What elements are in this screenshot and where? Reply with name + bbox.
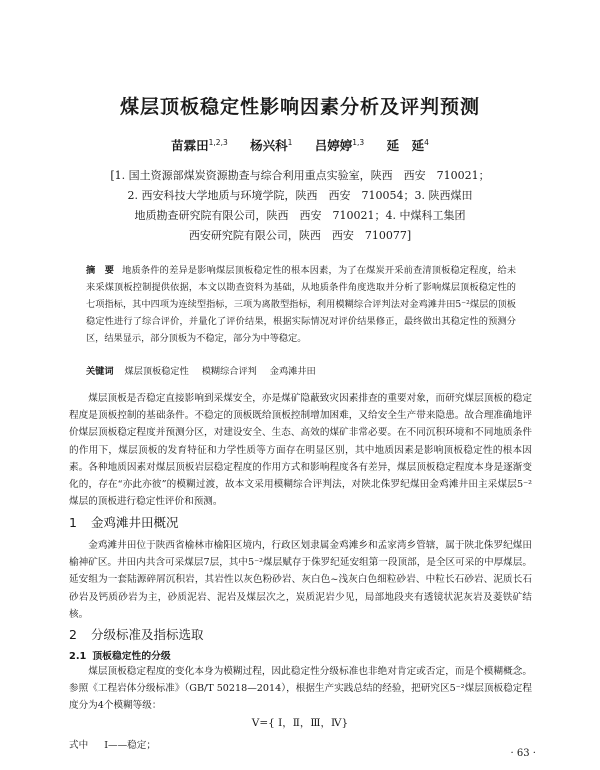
section-1-body (69, 537, 532, 623)
keyword: 煤层顶板稳定性 (124, 366, 189, 377)
introduction (69, 390, 532, 510)
formula-definition (69, 737, 156, 751)
author-affil-mark: 1,3 (352, 137, 365, 147)
keywords (86, 363, 516, 380)
author-name: 吕婷婷 (314, 138, 353, 153)
subsection-paragraph: 煤层顶板稳定程度的变化本身为模糊过程，因此稳定性分级标准也非绝对肯定或否定，而是个模糊概念。参照《工程岩体分级标准》（GB/T 50218—2014），根据生产实践总结的经验，把研究区5⁻²煤层顶板稳定程度分为4个模糊等级： (69, 666, 532, 712)
author-name: 苗霖田 (171, 138, 209, 153)
affiliation-line: 西安研究院有限公司，陕西 西安 710077] (188, 229, 412, 242)
keywords-label: 关键词 (86, 366, 114, 377)
author-list (0, 136, 600, 154)
affiliation-line: 2. 西安科技大学地质与环境学院，陕西 西安 710054；3. 陕西煤田 (127, 189, 473, 202)
paper-title: 煤层顶板稳定性影响因素分析及评判预测 (119, 96, 480, 118)
author (387, 138, 429, 153)
author-name: 杨兴科 (250, 138, 288, 153)
author-affil-mark: 1 (287, 137, 293, 147)
section-number: 2 (69, 627, 77, 642)
where-label: 式中 (69, 740, 89, 751)
formula: V={ Ⅰ，Ⅱ，Ⅲ，Ⅳ} (251, 717, 349, 729)
author (250, 138, 292, 153)
affiliation-line: 地质勘查研究院有限公司，陕西 西安 710021；4. 中煤科工集团 (134, 209, 466, 222)
intro-paragraph: 煤层顶板是否稳定直接影响到采煤安全，亦是煤矿隐蔽致灾因素排查的重要对象，而研究煤层顶板的稳定程度是顶板控制的基础条件。不稳定的顶板既给顶板控制增加困难，又给安全生产带来隐患。故合理准确地评价煤层顶板稳定程度并预测分区，对建设安全、生态、高效的煤矿非常必要。在不同沉积环境和不同地质条件的作用下，煤层顶板的发育特征和力学性质等方面存在明显区别，其中地质因素是影响顶板稳定性的根本因素。各种地质因素对煤层顶板岩层稳定程度的作用方式和影响程度各有差异，煤层顶板稳定程度本身是逐渐变化的，存在“亦此亦彼”的模糊过渡，故本文采用模糊综合评判法，对陕北侏罗纪煤田金鸡滩井田主采煤层5⁻²煤层的顶板进行稳定性评价和预测。 (69, 393, 532, 508)
section-heading (69, 513, 178, 531)
keyword: 金鸡滩井田 (269, 366, 316, 377)
subsection-title: 顶板稳定性的分级 (92, 651, 171, 662)
subsection-number: 2.1 (69, 651, 87, 662)
author-affil-mark: 4 (424, 137, 429, 147)
author-affil-mark: 1,2,3 (208, 137, 228, 147)
abstract-label: 摘 要 (86, 265, 115, 276)
subsection-body (69, 663, 532, 715)
section-title: 金鸡滩井田概况 (90, 515, 179, 530)
section-heading (69, 625, 203, 643)
abstract (86, 262, 516, 347)
section-number: 1 (69, 515, 77, 530)
section-title: 分级标准及指标选取 (90, 627, 204, 642)
author-name: 延 延 (386, 138, 425, 153)
author (171, 138, 228, 153)
section-paragraph: 金鸡滩井田位于陕西省榆林市榆阳区境内，行政区划隶属金鸡滩乡和孟家湾乡管辖，属于陕北侏罗纪煤田榆神矿区。井田内共含可采煤层7层，其中5⁻²煤层赋存于侏罗纪延安组第一段顶部，是全区可采的中厚煤层。延安组为一套陆源碎屑沉积岩，其岩性以灰色粉砂岩、灰白色~浅灰白色细粒砂岩、中粒长石砂岩、泥质长石砂岩及钙质砂岩为主，砂质泥岩、泥岩及煤层次之，炭质泥岩少见，局部地段夹有透镜状泥灰岩及菱铁矿结核。 (69, 540, 532, 620)
page-number: · 63 · (510, 748, 536, 759)
subsection-heading (69, 648, 171, 662)
keyword: 模糊综合评判 (201, 366, 257, 377)
affiliation-line: [1. 国土资源部煤炭资源勘查与综合利用重点实验室，陕西 西安 710021； (110, 169, 490, 182)
abstract-text: 地质条件的差异是影响煤层顶板稳定性的根本因素，为了在煤炭开采前查清顶板稳定程度，给未来采煤顶板控制提供依据，本文以勘查资料为基础，从地质条件角度选取并分析了影响煤层顶板稳定性的七项指标，其中四项为连续型指标，三项为离散型指标，利用模糊综合评判法对金鸡滩井田5⁻²煤层的顶板稳定性进行了综合评价，并量化了评价结果，根据实际情况对评价结果修正，最终做出其稳定性的预测分区，结果显示，部分顶板为不稳定，部分为中等稳定。 (86, 265, 517, 344)
where-text: Ⅰ——稳定； (104, 740, 156, 751)
author (315, 138, 364, 153)
